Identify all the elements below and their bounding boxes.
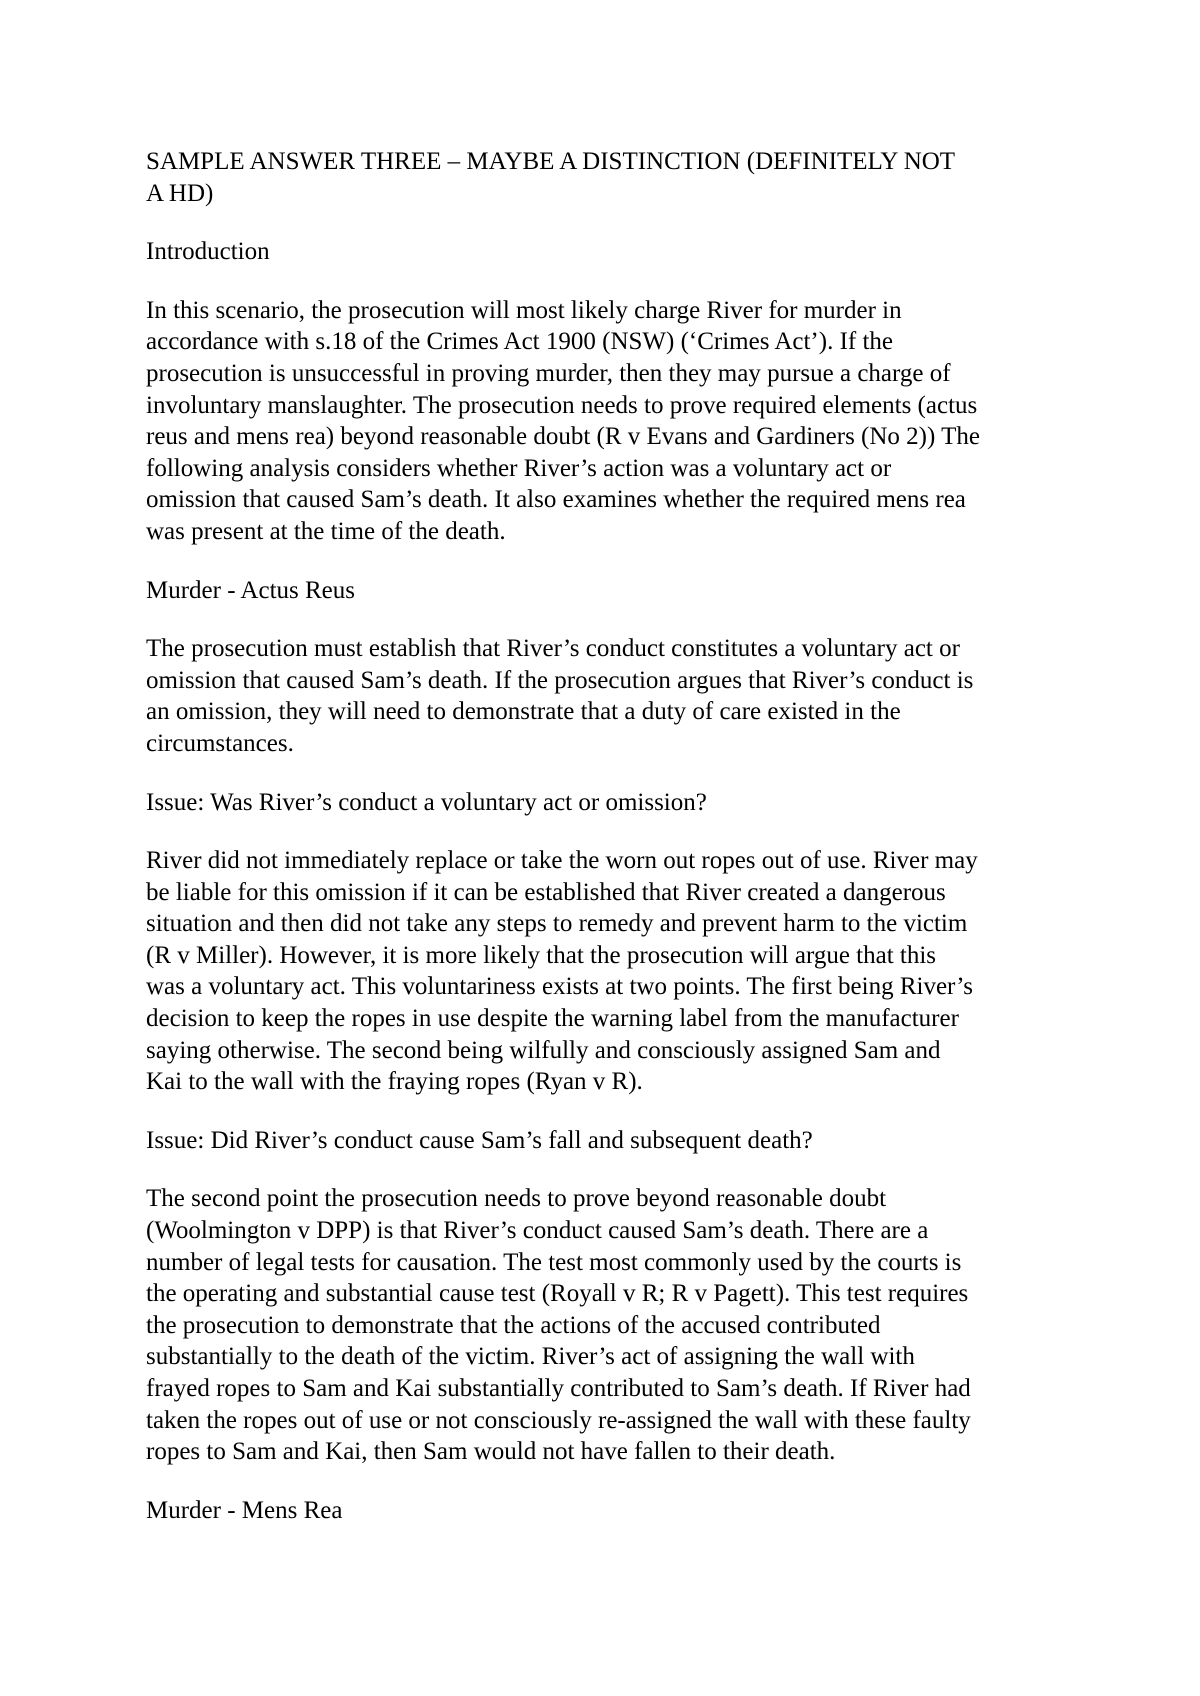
text-line: (Woolmington v DPP) is that River’s conduct caused Sam’s death. There are a: [146, 1217, 929, 1245]
text-line: the operating and substantial cause test (Royall v R; R v Pagett). This test requires: [146, 1280, 969, 1308]
text-line: (R v Miller). However, it is more likely that the prosecution will argue that this: [146, 941, 937, 969]
paragraph-causation: [146, 1183, 1066, 1467]
document-page: [146, 146, 1066, 1553]
section-heading-mens-rea: Murder - Mens Rea: [146, 1496, 343, 1524]
text-line: saying otherwise. The second being wilfully and consciously assigned Sam and: [146, 1036, 941, 1064]
text-line: omission that caused Sam’s death. If the prosecution argues that River’s conduct is: [146, 666, 974, 694]
section-heading-actus-reus: Murder - Actus Reus: [146, 576, 355, 604]
text-line: an omission, they will need to demonstrate that a duty of care existed in the: [146, 698, 901, 726]
title-line: A HD): [146, 179, 214, 207]
text-line: decision to keep the ropes in use despite the warning label from the manufacturer: [146, 1005, 959, 1033]
text-line: following analysis considers whether River’s action was a voluntary act or: [146, 454, 892, 482]
section-heading-introduction: Introduction: [146, 238, 270, 266]
text-line: was present at the time of the death.: [146, 517, 506, 545]
paragraph-voluntary-act: [146, 845, 1066, 1098]
text-line: The second point the prosecution needs to prove beyond reasonable doubt: [146, 1185, 887, 1213]
text-line: substantially to the death of the victim. River’s act of assigning the wall with: [146, 1343, 915, 1371]
text-line: Kai to the wall with the fraying ropes (Ryan v R).: [146, 1068, 643, 1096]
text-line: accordance with s.18 of the Crimes Act 1900 (NSW) (‘Crimes Act’). If the: [146, 328, 894, 356]
text-line: circumstances.: [146, 729, 294, 757]
text-line: prosecution is unsuccessful in proving murder, then they may pursue a charge of: [146, 359, 951, 387]
text-line: omission that caused Sam’s death. It also examines whether the required mens rea: [146, 486, 966, 514]
text-line: reus and mens rea) beyond reasonable doubt (R v Evans and Gardiners (No 2)) The: [146, 423, 980, 451]
text-line: the prosecution to demonstrate that the actions of the accused contributed: [146, 1311, 881, 1339]
text-line: was a voluntary act. This voluntariness exists at two points. The first being River’s: [146, 973, 973, 1001]
text-line: The prosecution must establish that River’s conduct constitutes a voluntary act or: [146, 635, 960, 663]
paragraph-introduction: [146, 295, 1066, 548]
text-line: taken the ropes out of use or not consciously re-assigned the wall with these faulty: [146, 1406, 971, 1434]
document-title: [146, 146, 1066, 209]
text-line: frayed ropes to Sam and Kai substantially contributed to Sam’s death. If River had: [146, 1375, 971, 1402]
title-line: SAMPLE ANSWER THREE – MAYBE A DISTINCTION (DEFINITELY NOT: [146, 148, 956, 175]
text-line: ropes to Sam and Kai, then Sam would not have fallen to their death.: [146, 1438, 836, 1466]
text-line: number of legal tests for causation. The test most commonly used by the courts is: [146, 1248, 962, 1276]
issue-heading-causation: Issue: Did River’s conduct cause Sam’s fall and subsequent death?: [146, 1126, 813, 1154]
text-line: situation and then did not take any steps to remedy and prevent harm to the victim: [146, 910, 968, 938]
text-line: In this scenario, the prosecution will most likely charge River for murder in: [146, 296, 902, 324]
text-line: involuntary manslaughter. The prosecution needs to prove required elements (actus: [146, 391, 978, 419]
text-line: be liable for this omission if it can be established that River created a dangerous: [146, 878, 946, 906]
paragraph-actus-reus: [146, 633, 1066, 759]
text-line: River did not immediately replace or take the worn out ropes out of use. River may: [146, 847, 978, 875]
issue-heading-voluntary-act: Issue: Was River’s conduct a voluntary act or omission?: [146, 788, 707, 816]
